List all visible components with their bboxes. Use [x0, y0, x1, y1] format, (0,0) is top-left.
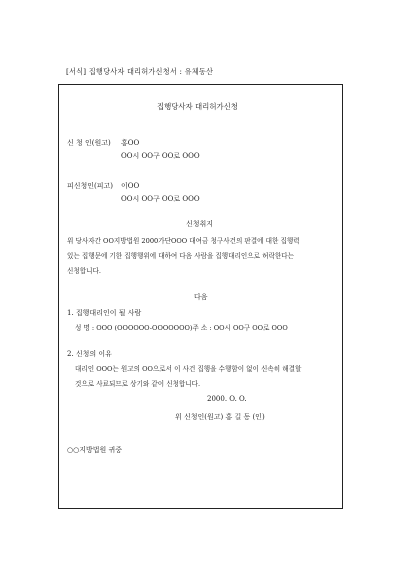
respondent-name: 이OO: [121, 182, 140, 190]
item1-heading: 1. 집행대리인이 될 사람: [67, 309, 142, 317]
applicant-address: OO시 OO구 OO로 OOO: [121, 152, 200, 160]
applicant-label: 신 청 인(원고): [67, 139, 111, 147]
signer-line: 위 신청인(원고) 홍 길 동 (인): [175, 413, 265, 421]
purpose-line-2: 있는 집행문에 기한 집행행위에 대하여 다음 사람을 집행대리인으로 허락한다는: [67, 252, 294, 260]
respondent-address: OO시 OO구 OO로 OOO: [121, 195, 200, 203]
form-caption: [서식] 집행당사자 대리허가신청서 : 유체동산: [66, 67, 214, 76]
item2-line-2: 것으로 사료되므로 상기와 같이 신청합니다.: [75, 380, 201, 388]
respondent-label: 피신청인(피고): [67, 182, 114, 190]
item2-heading: 2. 신청의 이유: [67, 350, 112, 358]
next-title: 다음: [194, 293, 208, 301]
application-form: [58, 84, 343, 509]
purpose-title: 신청취지: [186, 220, 214, 228]
applicant-name: 홍OO: [121, 139, 140, 147]
item2-line-1: 대리인 OOO는 원고의 OO으로서 이 사건 집행을 수행함이 없이 신속히 해결할: [75, 365, 302, 373]
form-title: 집행당사자 대리허가신청: [157, 102, 238, 111]
purpose-line-1: 위 당사자간 OO지방법원 2000가단OOO 대여금 청구사건의 판결에 대한 집행력: [67, 237, 300, 245]
purpose-line-3: 신청합니다.: [67, 267, 101, 275]
filing-date: 2000. O. O.: [207, 395, 247, 403]
item1-detail: 성 명 : OOO (OOOOOO-OOOOOOO)주 소 : OO시 OO구 OO로 OOO: [75, 324, 288, 332]
court-addressee: ○○지방법원 귀중: [67, 446, 123, 454]
